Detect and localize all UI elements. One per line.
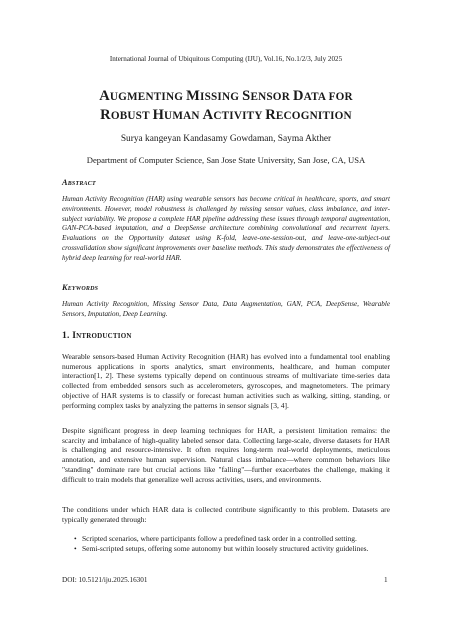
intro-paragraph-1: Wearable sensors-based Human Activity Recognition (HAR) has evolved into a fundamental tool enabling numerous applications in sports analytics, smart environments, healthcare, and human computer interaction[1, 2]. These systems typically depend on continuous streams of multivariate time-series data collected from embedded sensors such as accelerometers, gyroscopes, and magnetometers. The primary objective of HAR systems is to classify or forecast human activities such as walking, sitting, standing, or performing complex tasks by analyzing the patterns in sensor signals [3, 4]. [62,352,390,410]
affiliation: Department of Computer Science, San Jose State University, San Jose, CA, USA [86,155,366,165]
keywords-heading: Keywords [62,283,99,292]
abstract-heading: Abstract [62,178,96,187]
bullet-icon: • [74,534,77,543]
list-item: • Scripted scenarios, where participants follow a predefined task order in a controlled setting. [74,534,357,543]
data-collection-list [74,534,390,553]
abstract-text: Human Activity Recognition (HAR) using wearable sensors has become critical in healthcare, sports, and smart environments. However, model robustness is challenged by missing sensor values, class imbalance, and inter-subject variability. We propose a complete HAR pipeline addressing these issues through temporal augmentation, GAN-PCA-based imputation, and a DeepSense architecture combining convolutional and recurrent layers. Evaluations on the Opportunity dataset using K-fold, leave-one-session-out, and leave-one-subject-out crossvalidation show significant improvements over baseline methods. This study demonstrates the effectiveness of hybrid deep learning for real-world HAR. [62,195,390,262]
doi-footer: DOI: 10.5121/iju.2025.16301 [62,576,148,584]
author-list: Surya kangeyan Kandasamy Gowdaman, Sayma Akther [120,134,332,144]
bullet-icon: • [74,543,77,553]
journal-header: International Journal of Ubiquitous Computing (IJU), Vol.16, No.1/2/3, July 2025 [109,55,343,63]
page-number: 1 [384,576,388,584]
title-line-1: AUGMENTING MISSING SENSOR DATA FOR [99,88,353,104]
keywords-text: Human Activity Recognition, Missing Sensor Data, Data Augmentation, GAN, PCA, DeepSense, Wearable Sensors, Imputation, Deep Learning. [62,300,390,318]
list-item: • Semi-scripted setups, offering some autonomy but within loosely structured activity guidelines. [74,543,369,553]
intro-paragraph-3: The conditions under which HAR data is collected contribute significantly to this problem. Datasets are typically generated through: [62,505,390,524]
introduction-heading: 1. Introduction [62,330,132,341]
intro-paragraph-2: Despite significant progress in deep learning techniques for HAR, a persistent limitation remains: the scarcity and imbalance of high-quality labeled sensor data. Collecting large-scale, diverse datasets for HAR is challenging and resource-intensive. It often requires long-term real-world deployments, meticulous annotation, and extensive human supervision. Natural class imbalance—where common behaviors like "standing" dominate rare but crucial actions like "falling"—further exacerbates the challenge, making it difficult to train models that generalize well across activities, users, and environments. [62,426,390,484]
paper-title [40,87,412,125]
title-line-2: ROBUST HUMAN ACTIVITY RECOGNITION [100,107,352,123]
